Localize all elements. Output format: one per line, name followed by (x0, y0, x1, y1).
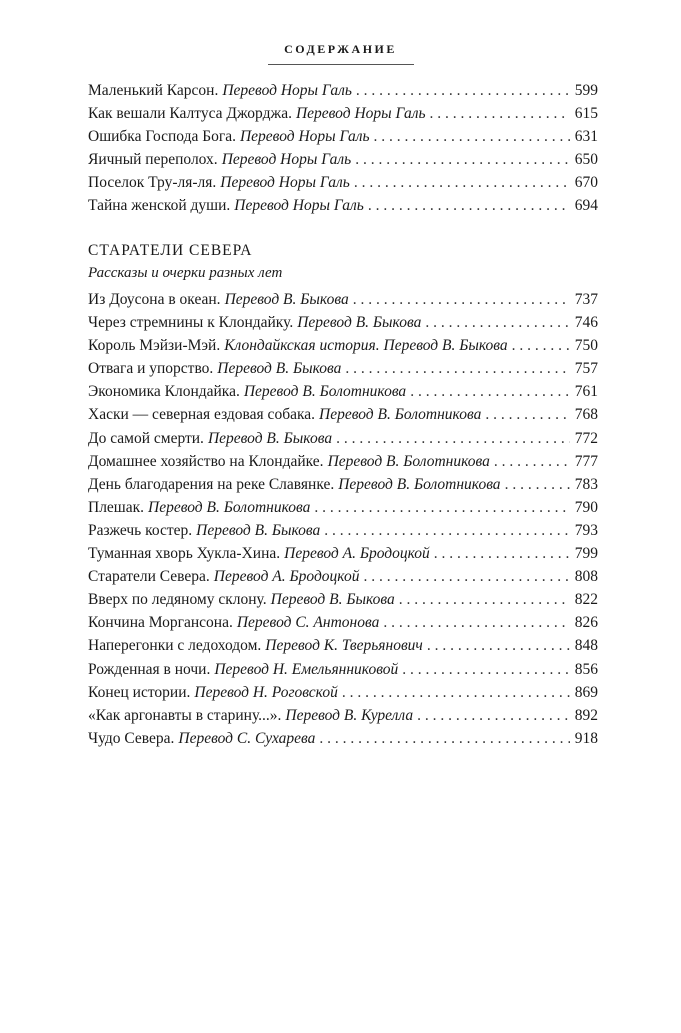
entry-page-number: 615 (574, 105, 598, 123)
entry-translator: Перевод В. Болотникова (148, 498, 311, 516)
entry-title: Король Мэйзи-Мэй. (88, 337, 221, 355)
toc-entry (88, 194, 598, 217)
toc-entry (88, 334, 598, 357)
running-head: СОДЕРЖАНИЕ (284, 42, 397, 56)
toc-block-second (88, 288, 598, 750)
dot-leader (399, 588, 570, 611)
dot-leader (356, 79, 570, 102)
entry-title: Наперегонки с ледоходом. (88, 637, 262, 655)
toc-entry (88, 704, 598, 727)
dot-leader (324, 519, 570, 542)
entry-title: Старатели Севера. (88, 568, 210, 586)
entry-page-number: 761 (574, 383, 598, 401)
entry-translator: Клондайкская история. Перевод В. Быкова (224, 337, 508, 355)
running-head-rule (268, 64, 414, 65)
entry-translator: Перевод С. Антонова (236, 614, 380, 632)
dot-leader (427, 634, 570, 657)
dot-leader (363, 565, 570, 588)
entry-translator: Перевод Норы Галь (234, 197, 364, 215)
dot-leader (434, 542, 570, 565)
entry-title: Вверх по ледяному склону. (88, 591, 267, 609)
dot-leader (425, 311, 570, 334)
entry-title: Разжечь костер. (88, 521, 193, 539)
entry-title: Кончина Моргансона. (88, 614, 233, 632)
entry-title: Плешак. (88, 498, 145, 516)
entry-translator: Перевод В. Быкова (270, 591, 395, 609)
entry-translator: Перевод Норы Галь (220, 174, 350, 192)
entry-page-number: 918 (574, 729, 598, 747)
entry-translator: Перевод В. Быкова (207, 429, 333, 447)
entry-translator: Перевод В. Болотникова (319, 406, 482, 424)
entry-page-number: 856 (574, 660, 598, 678)
entry-page-number: 790 (574, 498, 598, 516)
entry-translator: Перевод Н. Роговской (194, 683, 338, 701)
entry-title: Через стремнины к Клондайку. (88, 314, 294, 332)
entry-title: Конец истории. (88, 683, 191, 701)
toc-entry (88, 171, 598, 194)
dot-leader (353, 288, 570, 311)
entry-title: Рожденная в ночи. (88, 660, 211, 678)
section-title: СТАРАТЕЛИ СЕВЕРА (88, 242, 253, 259)
dot-leader (494, 450, 570, 473)
toc-entry (88, 288, 598, 311)
dot-leader (345, 357, 570, 380)
entry-title: Домашнее хозяйство на Клондайке. (88, 452, 324, 470)
entry-page-number: 737 (574, 291, 598, 308)
entry-title: Отвага и упорство. (88, 360, 214, 378)
entry-page-number: 783 (574, 475, 598, 493)
entry-title: Чудо Севера. (88, 729, 175, 747)
toc-entry (88, 542, 598, 565)
dot-leader (485, 403, 570, 426)
dot-leader (410, 380, 570, 403)
dot-leader (354, 171, 570, 194)
entry-translator: Перевод В. Болотникова (243, 383, 407, 401)
entry-page-number: 772 (574, 429, 598, 447)
toc-entry (88, 403, 598, 426)
entry-title: «Как аргонавты в старину...». (88, 706, 282, 724)
entry-translator: Перевод Норы Галь (239, 128, 370, 146)
dot-leader (355, 148, 570, 171)
entry-page-number: 793 (574, 521, 598, 539)
entry-page-number: 599 (574, 82, 598, 99)
entry-page-number: 757 (574, 360, 598, 378)
toc-entry (88, 427, 598, 450)
toc-entry (88, 357, 598, 380)
toc-entry (88, 102, 598, 125)
entry-translator: Перевод В. Быкова (196, 521, 321, 539)
toc-entry (88, 634, 598, 657)
entry-page-number: 822 (574, 591, 598, 609)
entry-page-number: 670 (574, 174, 598, 192)
dot-leader (336, 427, 570, 450)
entry-translator: Перевод В. Болотникова (338, 475, 501, 493)
toc-entry (88, 311, 598, 334)
entry-translator: Перевод В. Быкова (224, 291, 349, 308)
entry-title: Как вешали Калтуса Джорджа. (88, 105, 292, 123)
entry-title: Из Доусона в океан. (88, 291, 221, 308)
entry-page-number: 799 (574, 545, 598, 563)
entry-page-number: 777 (574, 452, 598, 470)
entry-page-number: 848 (574, 637, 598, 655)
entry-page-number: 892 (574, 706, 598, 724)
dot-leader (314, 496, 570, 519)
entry-title: День благодарения на реке Славянке. (88, 475, 335, 493)
entry-title: Туманная хворь Хукла-Хина. (88, 545, 281, 563)
entry-page-number: 694 (574, 197, 598, 215)
toc-entry (88, 565, 598, 588)
entry-page-number: 826 (574, 614, 598, 632)
toc-entry (88, 519, 598, 542)
entry-translator: Перевод В. Быкова (297, 314, 422, 332)
entry-title: Поселок Тру-ля-ля. (88, 174, 217, 192)
dot-leader (512, 334, 570, 357)
dot-leader (374, 125, 570, 148)
entry-title: Яичный переполох. (88, 151, 218, 169)
toc-entry (88, 588, 598, 611)
dot-leader (342, 681, 570, 704)
toc-entry (88, 658, 598, 681)
toc-entry (88, 148, 598, 171)
entry-page-number: 808 (574, 568, 598, 586)
toc-entry (88, 79, 598, 102)
entry-page-number: 650 (574, 151, 598, 169)
toc-entry (88, 473, 598, 496)
entry-translator: Перевод А. Бродоцкой (284, 545, 430, 563)
dot-leader (402, 658, 570, 681)
entry-page-number: 869 (574, 683, 598, 701)
entry-page-number: 631 (574, 128, 598, 146)
toc-entry (88, 727, 598, 750)
toc-entry (88, 611, 598, 634)
entry-title: Ошибка Господа Бога. (88, 128, 236, 146)
dot-leader (368, 194, 570, 217)
entry-title: Тайна женской души. (88, 197, 231, 215)
entry-translator: Перевод В. Быкова (217, 360, 342, 378)
dot-leader (505, 473, 570, 496)
dot-leader (319, 727, 570, 750)
toc-entry (88, 681, 598, 704)
dot-leader (417, 704, 570, 727)
entry-translator: Перевод В. Болотникова (327, 452, 490, 470)
dot-leader (383, 611, 570, 634)
toc-entry (88, 450, 598, 473)
entry-title: До самой смерти. (88, 429, 204, 447)
entry-title: Хаски — северная ездовая собака. (88, 406, 316, 424)
dot-leader (430, 102, 570, 125)
entry-translator: Перевод Н. Емельянниковой (214, 660, 399, 678)
toc-entry (88, 380, 598, 403)
entry-translator: Перевод Норы Галь (221, 151, 352, 169)
section-subtitle: Рассказы и очерки разных лет (88, 265, 283, 281)
entry-title: Маленький Карсон. (88, 82, 219, 99)
entry-translator: Перевод Норы Галь (295, 105, 426, 123)
toc-entry (88, 496, 598, 519)
entry-translator: Перевод А. Бродоцкой (213, 568, 360, 586)
entry-page-number: 746 (574, 314, 598, 332)
entry-page-number: 768 (574, 406, 598, 424)
entry-translator: Перевод К. Тверьянович (265, 637, 423, 655)
entry-title: Экономика Клондайка. (88, 383, 240, 401)
toc-block-first (88, 79, 598, 218)
entry-translator: Перевод В. Курелла (285, 706, 414, 724)
toc-entry (88, 125, 598, 148)
entry-translator: Перевод Норы Галь (222, 82, 352, 99)
entry-translator: Перевод С. Сухарева (178, 729, 316, 747)
entry-page-number: 750 (574, 337, 598, 355)
